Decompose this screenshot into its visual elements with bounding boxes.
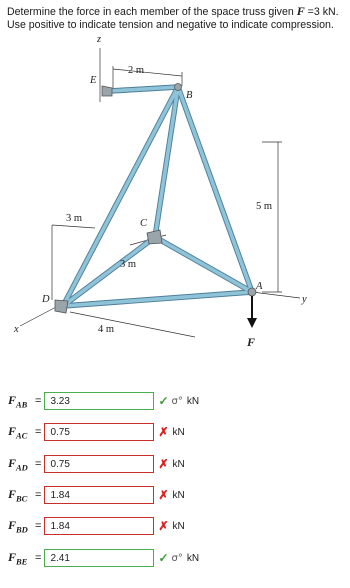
sig-figs-icon[interactable]: σ° [171,395,183,407]
answer-label-subscript: BE [16,556,28,567]
dim-4m: 4 m [98,324,115,335]
answer-input-bd[interactable] [44,517,154,535]
truss-diagram [0,30,350,382]
question-text-before: Determine the force in each member of the space truss given [7,6,297,18]
dim-4m-line [70,312,195,337]
cross-icon: ✗ [158,425,169,439]
answer-label-subscript: AB [16,399,28,410]
answer-input-bc[interactable] [44,486,154,504]
unit-label: kN [172,458,185,470]
answer-status [158,394,199,408]
support-e [102,86,112,96]
label-b: B [186,90,193,101]
dim-3m-left-tick [52,225,95,228]
y-axis [252,292,300,298]
label-c: C [140,218,148,229]
answer-label-ac [8,424,34,440]
answer-status [158,425,184,439]
answer-input-ac[interactable] [44,423,154,441]
truss-members [63,87,252,306]
joint-a [248,288,256,296]
answer-status [158,551,199,565]
answer-label-letter: F [8,392,17,407]
force-symbol: F [296,4,305,18]
answer-row-be [8,547,199,569]
truss-figure [0,30,350,382]
x-axis [20,306,58,326]
label-f: F [247,335,256,349]
cross-icon: ✗ [158,457,169,471]
label-e: E [90,75,97,86]
support-c [147,230,162,244]
label-d: D [42,294,50,305]
answer-label-bc [8,487,34,503]
answer-label-be [8,550,34,566]
answer-label-bd [8,518,34,534]
answer-status [158,519,184,533]
answer-status [158,457,184,471]
answer-label-ad [8,456,34,472]
label-y: y [302,294,307,305]
unit-label: kN [172,489,185,501]
answer-row-bc [8,484,185,506]
answer-label-subscript: AD [16,462,28,473]
cross-icon: ✗ [158,519,169,533]
check-icon: ✓ [158,551,169,565]
check-icon: ✓ [158,394,169,408]
answer-label-subscript: BC [16,493,28,504]
label-z: z [97,34,102,45]
dim-2m: 2 m [128,65,145,76]
joint-b [175,84,182,91]
load-arrow [247,296,257,328]
answer-label-letter: F [8,455,17,470]
equals-sign: = [35,552,42,564]
dim-3m-mid: 3 m [120,259,137,270]
member-cd [63,237,155,306]
answer-label-letter: F [8,486,17,501]
question-text-after: =3 kN. Use positive to indicate tension and negative to indicate compression. [7,6,339,31]
equals-sign: = [35,489,42,501]
equals-sign: = [35,395,42,407]
answer-label-letter: F [8,549,17,564]
dim-3m-left: 3 m [66,213,83,224]
answer-row-ad [8,453,185,475]
member-be [110,87,178,91]
answer-input-ab[interactable] [44,392,154,410]
answer-input-ad[interactable] [44,455,154,473]
member-ab [178,87,252,292]
equals-sign: = [35,458,42,470]
unit-label: kN [172,520,185,532]
label-x: x [14,324,19,335]
dim-2m-line [113,69,182,76]
answer-input-be[interactable] [44,549,154,567]
dim-5m: 5 m [256,201,273,212]
answer-status [158,488,184,502]
answer-row-ac [8,421,185,443]
member-ad [63,292,252,306]
cross-icon: ✗ [158,488,169,502]
answer-row-bd [8,515,185,537]
equals-sign: = [35,520,42,532]
unit-label: kN [186,552,200,564]
answer-row-ab [8,390,199,412]
unit-label: kN [172,426,185,438]
answer-label-subscript: AC [16,430,28,441]
answer-label-letter: F [8,423,17,438]
unit-label: kN [186,395,200,407]
label-a: A [256,281,263,292]
sig-figs-icon[interactable]: σ° [171,552,183,564]
question-text [7,5,343,32]
answer-label-subscript: BD [16,524,28,535]
support-d [55,300,68,313]
equals-sign: = [35,426,42,438]
answer-label-ab [8,393,34,409]
answer-label-letter: F [8,517,17,532]
